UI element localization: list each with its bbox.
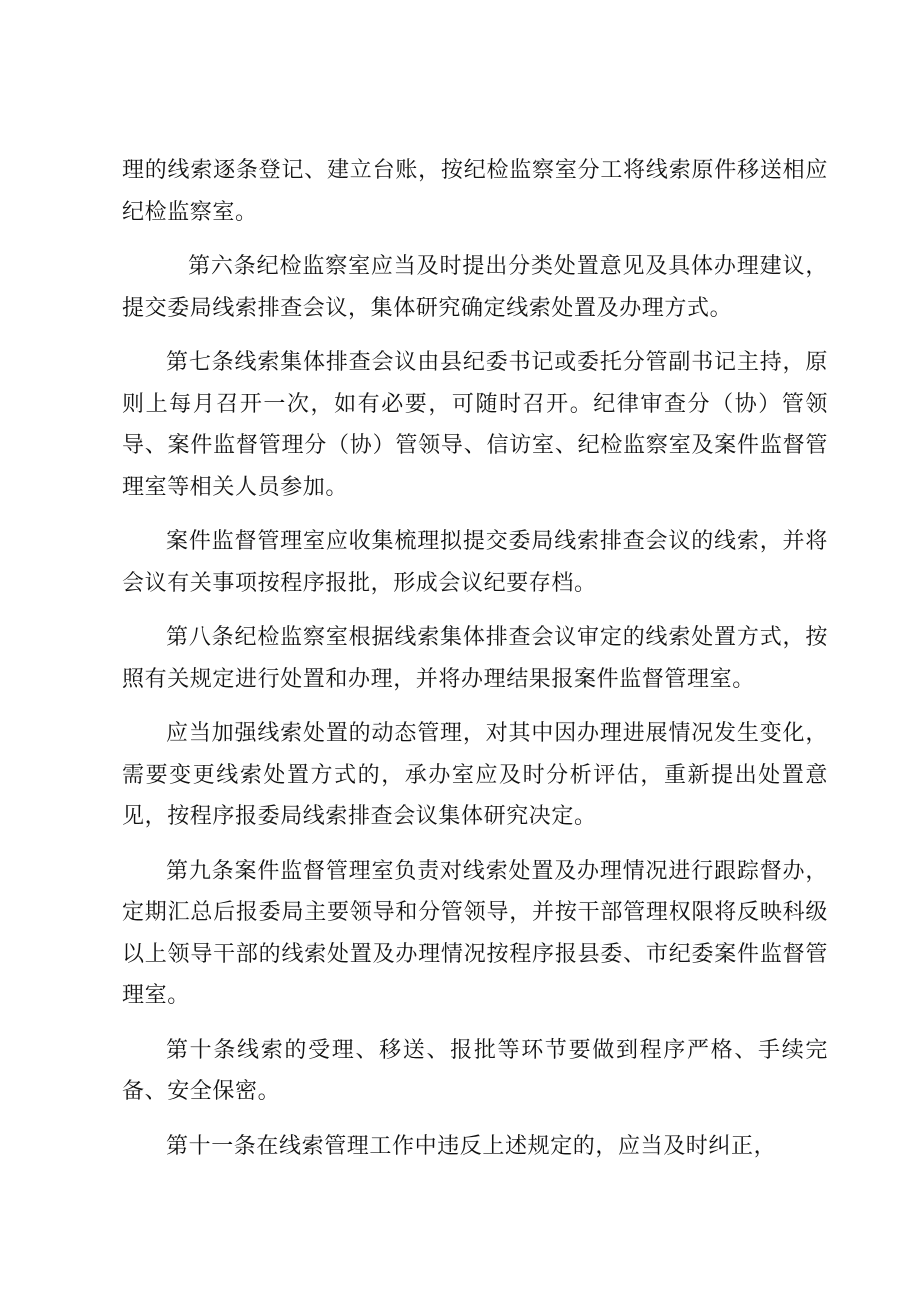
paragraph-article-6: 第六条纪检监察室应当及时提出分类处置意见及具体办理建议，提交委局线索排查会议，集体研究确定线索处置及办理方式。: [122, 254, 828, 321]
paragraph-continuation: 理的线索逐条登记、建立台账，按纪检监察室分工将线索原件移送相应纪检监察室。: [122, 158, 828, 225]
paragraph-article-10: 第十条线索的受理、移送、报批等环节要做到程序严格、手续完备、安全保密。: [122, 1037, 828, 1104]
paragraph-case-management: 案件监督管理室应收集梳理拟提交委局线索排查会议的线索，并将会议有关事项按程序报批，形成会议纪要存档。: [122, 529, 828, 596]
paragraph-article-7: 第七条线索集体排查会议由县纪委书记或委托分管副书记主持，原则上每月召开一次，如有必要，可随时召开。纪律审查分（协）管领导、案件监督管理分（协）管领导、信访室、纪检监察室及案件监督管理室等相关人员参加。: [122, 350, 828, 500]
document-body: [122, 150, 828, 1180]
paragraph-article-11: 第十一条在线索管理工作中违反上述规定的，应当及时纠正，: [166, 1133, 777, 1159]
paragraph-article-8: 第八条纪检监察室根据线索集体排查会议审定的线索处置方式，按照有关规定进行处置和办理，并将办理结果报案件监督管理室。: [122, 625, 828, 692]
paragraph-dynamic-management: 应当加强线索处置的动态管理，对其中因办理进展情况发生变化，需要变更线索处置方式的，承办室应及时分析评估，重新提出处置意见，按程序报委局线索排查会议集体研究决定。: [122, 721, 828, 829]
paragraph-article-9: 第九条案件监督管理室负责对线索处置及办理情况进行跟踪督办，定期汇总后报委局主要领导和分管领导，并按干部管理权限将反映科级以上领导干部的线索处置及办理情况按程序报县委、市纪委案件监督管理室。: [122, 858, 828, 1008]
